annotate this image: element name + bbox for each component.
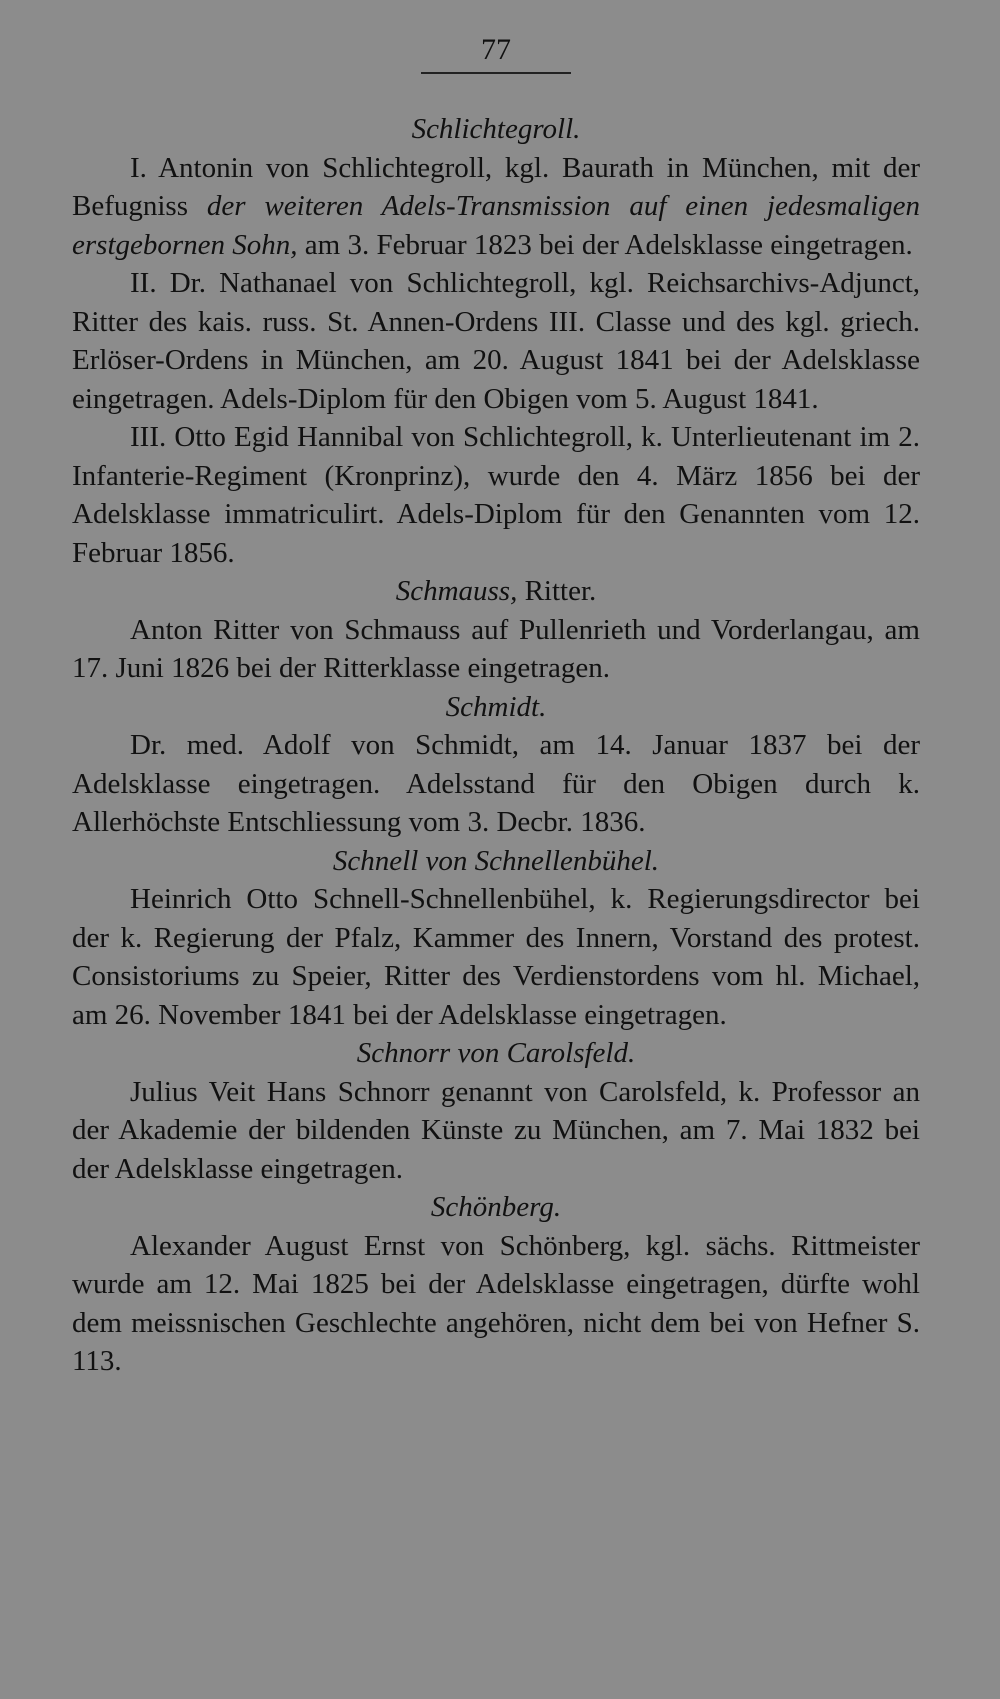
entry-paragraph <box>72 726 920 842</box>
text-run: I. Antonin von Schlichtegroll, kgl. Baurath in München, mit der Befugniss <box>72 151 920 222</box>
entry-paragraph <box>72 1073 920 1189</box>
section-heading: Schlichtegroll. <box>411 113 581 145</box>
text-run: Dr. med. Adolf von Schmidt, am 14. Januar 1837 bei der Adelsklasse eingetragen. Adelsstand für den Obigen durch k. Allerhöchste Entschliessung vom 3. Decbr. 1836. <box>72 729 920 838</box>
heading-text-run: Ritter. <box>517 575 597 607</box>
text-run: Alexander August Ernst von Schönberg, kgl. sächs. Rittmeister wurde am 12. Mai 1825 bei der Adelsklasse eingetragen, dürfte wohl dem meissnischen Geschlechte angehören, nicht dem bei von Hefner S. 113. <box>72 1229 920 1377</box>
entry-paragraph <box>72 418 920 572</box>
section-heading: Schnell von Schnellenbühel. <box>332 844 660 877</box>
book-page <box>72 28 920 1381</box>
page-content <box>72 110 920 1381</box>
text-run: III. Otto Egid Hannibal von Schlichtegroll, k. Unterlieutenant im 2. Infanterie-Regiment (Kronprinz), wurde den 4. März 1856 bei der Adelsklasse immatriculirt. Adels-Diplom für den Genannten vom 12. Februar 1856. <box>72 421 920 569</box>
text-run: am 3. Februar 1823 bei der Adelsklasse eingetragen. <box>297 228 913 261</box>
entry-paragraph <box>72 1227 920 1381</box>
heading-italic-run: Schmauss, <box>395 575 518 607</box>
section-heading: Schnorr von Carolsfeld. <box>356 1037 636 1069</box>
text-run: Julius Veit Hans Schnorr genannt von Carolsfeld, k. Professor an der Akademie der bildenden Künste zu München, am 7. Mai 1832 bei der Adelsklasse eingetragen. <box>72 1075 920 1185</box>
entry-paragraph <box>72 611 920 688</box>
section-heading: Schönberg. <box>430 1191 562 1223</box>
section-heading <box>72 572 920 611</box>
entry-paragraph <box>72 264 920 418</box>
page-number: 77 <box>481 33 511 66</box>
text-run: Anton Ritter von Schmauss auf Pullenrieth und Vorderlangau, am 17. Juni 1826 bei der Ritterklasse eingetragen. <box>72 613 920 684</box>
header-rule <box>421 72 571 74</box>
entry-paragraph <box>72 880 920 1034</box>
entry-paragraph <box>72 149 920 265</box>
text-run: II. Dr. Nathanael von Schlichtegroll, kgl. Reichsarchivs-Adjunct, Ritter des kais. russ. St. Annen-Ordens III. Classe und des kgl. griech. Erlöser-Ordens in München, am 20. August 1841 bei der Adelsklasse eingetragen. Adels-Diplom für den Obigen vom 5. August 1841. <box>72 267 920 415</box>
text-run: Heinrich Otto Schnell-Schnellenbühel, k. Regierungsdirector bei der k. Regierung der Pfalz, Kammer des Innern, Vorstand des protest. Consistoriums zu Speier, Ritter des Verdienstordens vom hl. Michael, am 26. November 1841 bei der Adelsklasse eingetragen. <box>72 883 920 1031</box>
italic-run: der weiteren Adels-Transmission auf einen jedesmaligen erstgebornen Sohn, <box>72 190 920 261</box>
section-heading: Schmidt. <box>445 690 547 723</box>
